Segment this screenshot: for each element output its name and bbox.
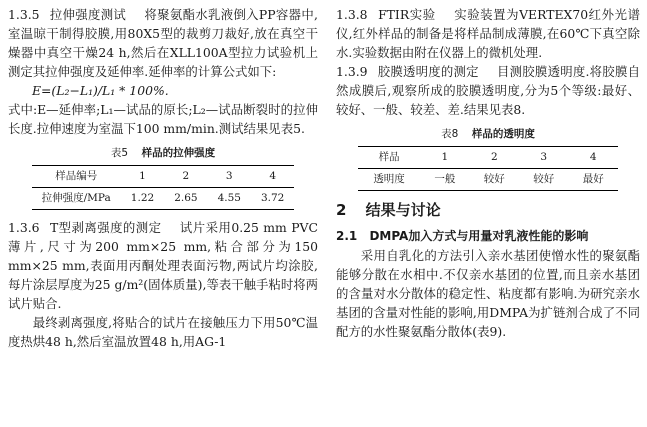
table-5 <box>32 165 295 210</box>
table-cell: 1 <box>121 166 164 188</box>
section-text: 将聚氨酯水乳液倒入PP容器中,室温晾干制得胶膜,用80X5型的裁剪刀裁好,放在真空干燥器中真空干燥24 h,然后在XLL100A型拉力试验机上测定其拉伸强度及延伸率.延伸率的计算公式如下: <box>8 7 318 79</box>
table-header-row <box>32 166 295 188</box>
table-cell: 4 <box>568 147 618 169</box>
caption-title: 样品的透明度 <box>471 128 535 140</box>
table-cell: 一般 <box>434 173 456 185</box>
table-header-row <box>358 147 618 169</box>
section-text: 实验装置为VERTEX70红外光谱仪,红外样品的制备是将样品制成薄膜,在60℃下真空除水.实验数据由附在仪器上的微机处理. <box>336 7 640 60</box>
section-text: 目测胶膜透明度.将胶膜自然成膜后,观察所成的胶膜透明度,分为5个等级:最好、较好、一般、较差、差.结果见表8. <box>336 64 640 117</box>
table-cell: 最好 <box>582 173 604 185</box>
table-cell: 较好 <box>483 173 505 185</box>
table-cell: 4.55 <box>217 192 241 204</box>
section-title: 胶膜透明度的测定 <box>377 64 479 79</box>
caption-title: 样品的拉伸强度 <box>141 147 216 159</box>
table-cell: 较好 <box>533 173 555 185</box>
table-8-caption <box>336 125 640 144</box>
section-2-1-text: 采用自乳化的方法引入亲水基团使憎水性的聚氨酯能够分散在水相中.不仅亲水基团的位置,而且亲水基团的含量对水分散体的稳定性、粘度都有影响.为研究亲水基团的含量对性能的影响,用DMPA为扩链剂合成了不同配方的水性聚氨酯分散体(表9). <box>336 248 640 339</box>
chapter-heading <box>336 201 640 220</box>
table-8 <box>358 146 618 191</box>
caption-number: 表5 <box>110 147 129 159</box>
section-1-3-8 <box>336 5 640 62</box>
section-1-3-9 <box>336 62 640 119</box>
table-row <box>358 169 618 191</box>
section-number: 1.3.5 <box>8 7 40 22</box>
section-1-3-5 <box>8 5 318 81</box>
table-5-caption <box>8 144 318 163</box>
table-cell: 1 <box>420 147 469 169</box>
section-text: 试片采用0.25 mm PVC薄片,尺寸为200 mm×25 mm,粘合部分为150 mm×25 mm,表面用丙酮处理表面污物,两试片均涂胶,每片涂层厚度为25 g/m²(固体质量),等表干触手粘时将两试片贴合. <box>8 220 318 311</box>
right-column <box>336 5 640 341</box>
table-cell: 样品 <box>358 147 420 169</box>
table-cell: 样品编号 <box>32 166 121 188</box>
section-number: 2.1 <box>336 229 358 243</box>
table-cell: 2 <box>164 166 207 188</box>
table-cell: 拉伸强度/MPa <box>41 192 111 204</box>
table-cell: 3 <box>519 147 568 169</box>
section-title: 拉伸强度测试 <box>49 7 127 22</box>
section-title: FTIR实验 <box>378 7 436 22</box>
section-title: DMPA加入方式与用量对乳液性能的影响 <box>369 229 589 243</box>
chapter-number: 2 <box>336 201 347 219</box>
table-cell: 3 <box>208 166 251 188</box>
section-title: T型剥离强度的测定 <box>49 220 162 235</box>
table-row <box>32 188 295 210</box>
section-text-continued: 最终剥离强度,将贴合的试片在接触压力下用50℃温度热烘48 h,然后室温放置48 h,用AG-1 <box>8 315 318 349</box>
left-column <box>8 5 318 351</box>
caption-number: 表8 <box>441 128 459 140</box>
elongation-formula: E=(L₂−L₁)/L₁ * 100%. <box>32 83 169 98</box>
table-cell: 1.22 <box>130 192 155 204</box>
table-cell: 2.65 <box>174 192 198 204</box>
chapter-title: 结果与讨论 <box>365 201 441 219</box>
section-number: 1.3.8 <box>336 7 368 22</box>
section-1-3-6 <box>8 218 318 313</box>
table-cell: 3.72 <box>260 192 285 204</box>
formula-description: 式中:E—延伸率;L₁—试品的原长;L₂—试品断裂时的拉伸长度.拉伸速度为室温下100 mm/min.测试结果见表5. <box>8 102 318 136</box>
section-number: 1.3.9 <box>336 64 368 79</box>
table-cell: 透明度 <box>373 173 405 185</box>
section-2-1-heading <box>336 226 640 246</box>
table-cell: 4 <box>251 166 294 188</box>
table-cell: 2 <box>470 147 519 169</box>
section-number: 1.3.6 <box>8 220 40 235</box>
